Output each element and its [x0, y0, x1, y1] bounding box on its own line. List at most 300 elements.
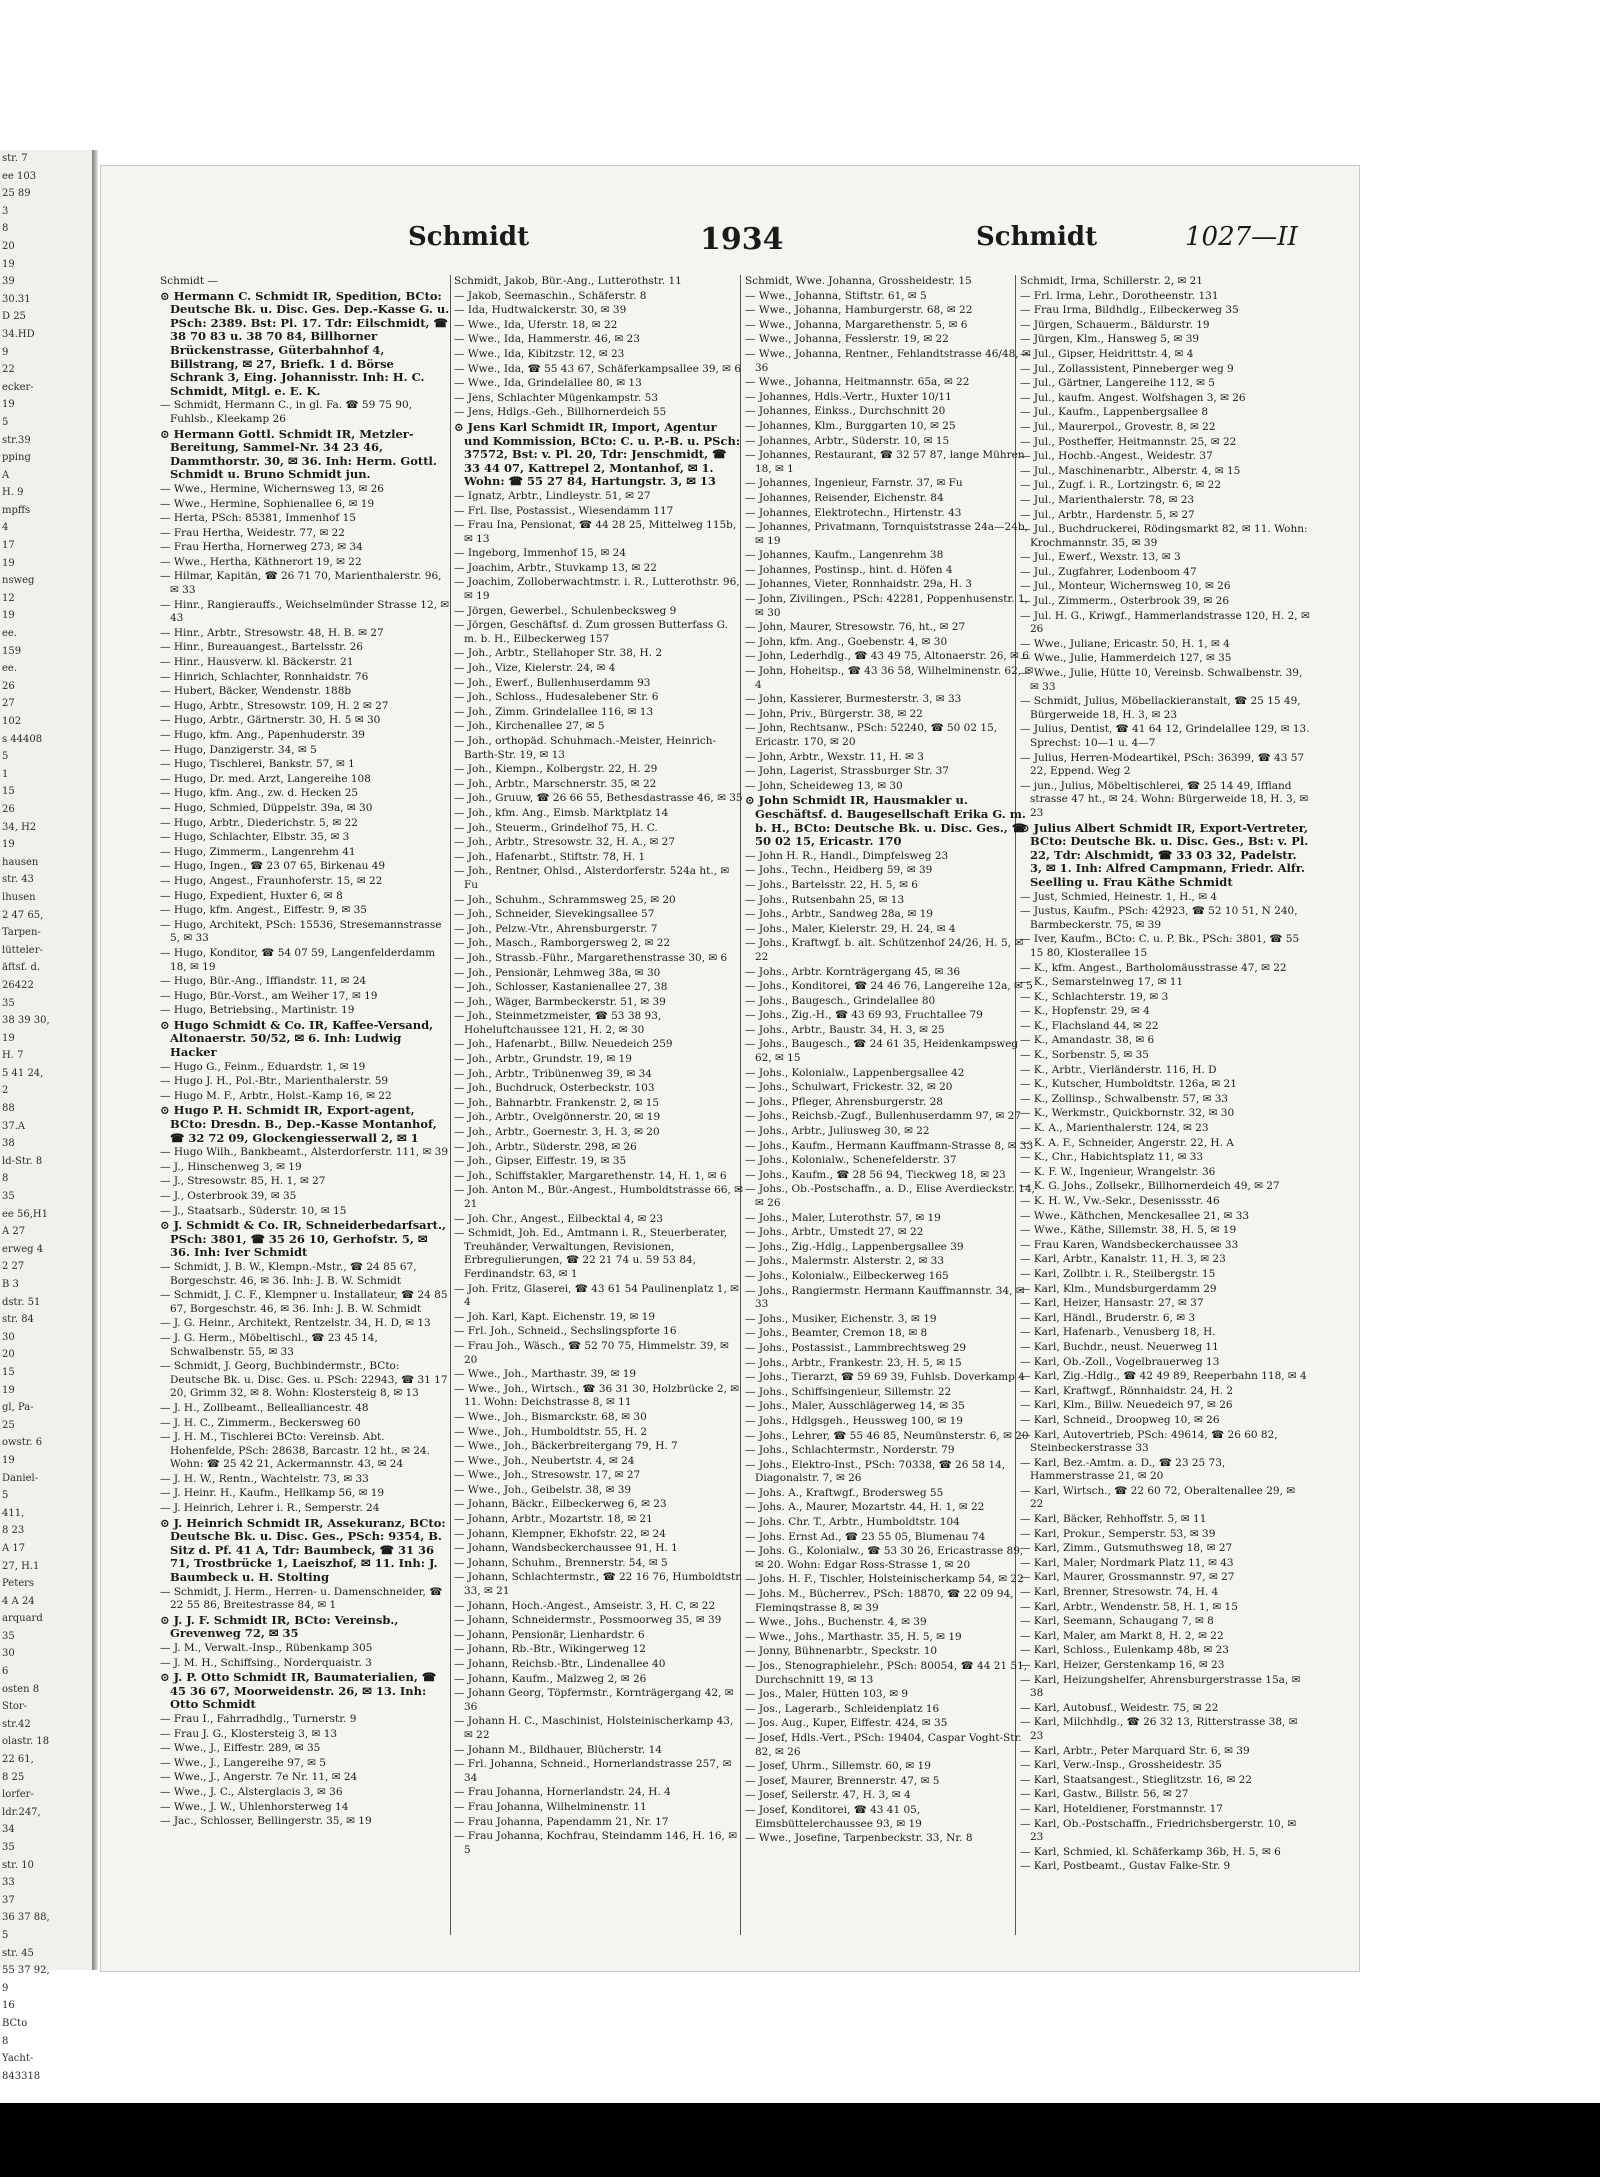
facing-page-line: 2 — [2, 1085, 9, 1097]
directory-entry: — J. G. Heinr., Architekt, Rentzelstr. 34, H. D, ✉ 13 — [160, 1317, 431, 1330]
facing-page-line: 5 — [2, 751, 9, 763]
directory-entry: — Wwe., Johs., Marthastr. 35, H. 5, ✉ 19 — [745, 1630, 962, 1643]
directory-entry: — K. A. F., Schneider, Angerstr. 22, H. A — [1020, 1136, 1234, 1149]
directory-entry: — Johs. A., Kraftwgf., Brodersweg 55 — [745, 1486, 944, 1499]
directory-entry: — Hugo, Bür.-Vorst., am Weiher 17, ✉ 19 — [160, 989, 378, 1002]
directory-entry: — Hugo, Arbtr., Gärtnerstr. 30, H. 5 ✉ 30 — [160, 714, 381, 727]
directory-entry: — Johann, Schuhm., Brennerstr. 54, ✉ 5 — [454, 1556, 668, 1569]
directory-entry: — Wwe., Johanna, Fesslerstr. 19, ✉ 22 — [745, 333, 949, 346]
directory-entry: — Joh., Schlosser, Kastanienallee 27, 38 — [454, 981, 668, 994]
directory-entry: — Johann, Wandsbeckerchaussee 91, H. 1 — [454, 1542, 678, 1555]
directory-entry: — Iver, Kaufm., BCto: C. u. P. Bk., PSch: 3801, ☎ 55 15 80, Klosterallee 15 — [1020, 933, 1300, 959]
directory-entry: — Wwe., Hermine, Wichernsweg 13, ✉ 26 — [160, 482, 384, 495]
directory-entry: — Karl, Händl., Bruderstr. 6, ✉ 3 — [1020, 1311, 1196, 1324]
directory-entry: — John, kfm. Ang., Goebenstr. 4, ✉ 30 — [745, 635, 948, 648]
firm-entry: ⊙ John Schmidt IR, Hausmakler u. Geschäftsf. d. Baugesellschaft Erika G. m. b. H., BCto: Deutsche Bk. u. Disc. Ges., ☎ 50 02 15, Ericastr. 170 — [745, 793, 1027, 849]
directory-entry: — John, Kassierer, Burmesterstr. 3, ✉ 33 — [745, 693, 962, 706]
directory-entry: — Johs., Lehrer, ☎ 55 46 85, Neumünsterstr. 6, ✉ 20 — [745, 1429, 1029, 1442]
year-heading: 1934 — [700, 222, 784, 257]
directory-entry: — Hugo, Schmied, Düppelstr. 39a, ✉ 30 — [160, 801, 373, 814]
facing-page-line: 30 — [2, 1331, 15, 1343]
directory-entry: — Josef, Hdls.-Vert., PSch: 19404, Caspar Voght-Str. 82, ✉ 26 — [745, 1731, 1022, 1758]
facing-page-line: owstr. 6 — [2, 1437, 43, 1449]
directory-entry: — Jens, Schlachter Mügenkampstr. 53 — [454, 391, 658, 404]
directory-entry: — Wwe., Hertha, Käthnerort 19, ✉ 22 — [160, 555, 362, 568]
directory-entry: Schmidt, Wwe. Johanna, Grossheidestr. 15 — [745, 275, 972, 287]
directory-entry: — Karl, Heizer, Hansastr. 27, ✉ 37 — [1020, 1297, 1204, 1310]
directory-entry: — Johs., Maler, Ausschlägerweg 14, ✉ 35 — [745, 1400, 965, 1413]
directory-entry: — Hugo Wilh., Bankbeamt., Alsterdorferstr. 111, ✉ 39 — [160, 1146, 449, 1159]
directory-entry: — Karl, Wirtsch., ☎ 22 60 72, Oberaltenallee 29, ✉ 22 — [1020, 1484, 1296, 1511]
directory-entry: — Karl, Autobusf., Weidestr. 75, ✉ 22 — [1020, 1701, 1219, 1714]
facing-page-line: BCto — [2, 2017, 28, 2029]
directory-entry: — Joh., Masch., Ramborgersweg 2, ✉ 22 — [454, 937, 671, 950]
directory-entry: — J. M., Verwalt.-Insp., Rübenkamp 305 — [160, 1642, 373, 1654]
directory-entry: — Karl, Zig.-Hdlg., ☎ 42 49 89, Reeperbahn 118, ✉ 4 — [1020, 1370, 1307, 1383]
directory-entry: — K., Arbtr., Vierländerstr. 116, H. D — [1020, 1063, 1217, 1076]
directory-entry: — Just, Schmied, Heinestr. 1, H., ✉ 4 — [1020, 890, 1218, 903]
facing-page-line: ee 103 — [2, 170, 37, 182]
facing-page-line: 27 — [2, 698, 15, 710]
directory-entry: — Johann, Kaufm., Malzweg 2, ✉ 26 — [454, 1672, 647, 1685]
directory-entry: — Wwe., Joh., Marthastr. 39, ✉ 19 — [454, 1368, 637, 1381]
directory-entry: — Jul., Hochb.-Angest., Weidestr. 37 — [1020, 450, 1213, 463]
directory-entry: — John H. R., Handl., Dimpfelsweg 23 — [745, 849, 949, 862]
directory-entry: — Joh., Gruuw, ☎ 26 66 55, Bethesdastrasse 46, ✉ 35 — [454, 792, 743, 805]
facing-page-line: 39 — [2, 276, 15, 288]
directory-entry: — Johs. M., Bücherrev., PSch: 18870, ☎ 22 09 94, Fleminqstrasse 8, ✉ 39 — [745, 1588, 1014, 1614]
facing-page-line: str. 45 — [2, 1947, 34, 1959]
directory-entry: — J., Staatsarb., Süderstr. 10, ✉ 15 — [160, 1204, 347, 1217]
facing-page-line: str. 10 — [2, 1859, 34, 1871]
directory-entry: — Johann, Rb.-Btr., Wikingerweg 12 — [454, 1643, 646, 1656]
directory-entry: — Johs., Arbtr., Juliusweg 30, ✉ 22 — [745, 1125, 930, 1138]
facing-page-line: B 3 — [2, 1279, 19, 1290]
directory-entry: — Karl, Staatsangest., Stieglitzstr. 16, ✉ 22 — [1020, 1773, 1252, 1786]
directory-entry: — John, Arbtr., Wexstr. 11, H. ✉ 3 — [745, 750, 924, 763]
directory-entry: — J., Osterbrook 39, ✉ 35 — [160, 1190, 297, 1202]
directory-entry: — Josef, Konditorei, ☎ 43 41 05, Eimsbüttelerchaussee 93, ✉ 19 — [745, 1803, 922, 1830]
facing-page-line: erweg 4 — [2, 1243, 44, 1255]
facing-page-line: lhusen — [2, 891, 36, 903]
directory-entry: — Johs., Elektro-Inst., PSch: 70338, ☎ 26 58 14, Diagonalstr. 7, ✉ 26 — [745, 1458, 1006, 1485]
directory-entry: — Johannes, Elektrotechn., Hirtenstr. 43 — [745, 506, 962, 519]
directory-entry: — Joh., Steinmetzmeister, ☎ 53 38 93, Hoheluftchaussee 121, H. 2, ✉ 30 — [454, 1010, 662, 1036]
directory-entry: — Johannes, Ingenieur, Farnstr. 37, ✉ Fu — [745, 477, 963, 490]
facing-page-line: A 17 — [2, 1542, 26, 1554]
directory-entry: — Karl, Milchhdlg., ☎ 26 32 13, Ritterstrasse 38, ✉ 23 — [1020, 1716, 1298, 1742]
directory-entry: — Hugo, Bür.-Ang., Iffiandstr. 11, ✉ 24 — [160, 975, 367, 988]
directory-entry: — Jul., Postheffer, Heitmannstr. 25, ✉ 22 — [1020, 435, 1237, 448]
directory-entry: — Hinr., Bureauangest., Bartelsstr. 26 — [160, 641, 363, 654]
directory-entry: — John, Lagerist, Strassburger Str. 37 — [745, 765, 949, 778]
facing-page-line: 25 — [2, 1419, 15, 1431]
directory-entry: — Joh., Bahnarbtr. Frankenstr. 2, ✉ 15 — [454, 1096, 660, 1109]
directory-entry: — Wwe., J., Eiffestr. 289, ✉ 35 — [160, 1742, 321, 1755]
directory-entry: — Wwe., Joh., Stresowstr. 17, ✉ 27 — [454, 1469, 641, 1482]
directory-entry: — Jos. Aug., Kuper, Eiffestr. 424, ✉ 35 — [745, 1717, 948, 1730]
directory-entry: — Joh., Rentner, Ohlsd., Alsterdorferstr. 524a ht., ✉ Fu — [454, 865, 730, 891]
scan-bottom-margin — [0, 2103, 1600, 2177]
directory-entry: — Wwe., J. W., Uhlenhorsterweg 14 — [160, 1800, 349, 1813]
directory-entry: — Joachim, Zolloberwachtmstr. i. R., Lutterothstr. 96, ✉ 19 — [454, 576, 740, 603]
directory-entry: — Jul., Buchdruckerei, Rödingsmarkt 82, ✉ 11. Wohn: Krochmannstr. 35, ✉ 39 — [1020, 523, 1308, 549]
directory-entry: — Johs., Kaufm., ☎ 28 56 94, Tieckweg 18, ✉ 23 — [745, 1168, 1006, 1181]
directory-entry: — Johs., Bartelsstr. 22, H. 5, ✉ 6 — [745, 878, 918, 891]
directory-entry: — Frl. Joh., Schneid., Sechslingspforte 16 — [454, 1325, 677, 1338]
directory-entry: — Joh., Hafenarbt., Stiftstr. 78, H. 1 — [454, 850, 646, 863]
facing-page-line: lorfer- — [2, 1789, 34, 1801]
directory-entry: — Johs., Konditorei, ☎ 24 46 76, Langereihe 12a, ✉ 5 — [745, 980, 1033, 993]
facing-page-line: 5 — [2, 1929, 9, 1941]
directory-entry: — Jul., Zugfahrer, Lodenboom 47 — [1020, 565, 1197, 578]
directory-entry: — Joh., Arbtr., Grundstr. 19, ✉ 19 — [454, 1053, 632, 1066]
facing-page-line: 3 — [2, 205, 9, 217]
directory-entry: — K., Semarstelnweg 17, ✉ 11 — [1020, 976, 1184, 989]
facing-page-line: 19 — [2, 1032, 15, 1044]
directory-entry: — Johs., Kolonialw., Schenefelderstr. 37 — [745, 1154, 957, 1167]
directory-entry: — Johs., Arbtr., Frankestr. 23, H. 5, ✉ 15 — [745, 1356, 962, 1369]
directory-entry: — Karl, Schloss., Eulenkamp 48b, ✉ 23 — [1020, 1644, 1229, 1657]
directory-entry: — Jul., Arbtr., Hardenstr. 5, ✉ 27 — [1020, 508, 1195, 521]
directory-entry: — Jörgen, Gewerbel., Schulenbecksweg 9 — [454, 604, 677, 617]
facing-page-line: 5 41 24, — [2, 1067, 44, 1079]
directory-entry: — Jos., Maler, Hütten 103, ✉ 9 — [745, 1688, 909, 1701]
facing-page-line: 8 25 — [2, 1771, 25, 1783]
directory-entry: — Johannes, Einkss., Durchschnitt 20 — [745, 405, 946, 418]
directory-entry: — Karl, Prokur., Semperstr. 53, ✉ 39 — [1020, 1527, 1216, 1540]
facing-page-fragment — [0, 150, 95, 2082]
directory-entry: — jun., Julius, Möbeltischlerei, ☎ 25 14 49, Iffland strasse 47 ht., ✉ 24. Wohn: Bürgerweide 18, H. 3, ✉ 23 — [1020, 779, 1309, 819]
directory-entry: — Schmidt, J. Herm., Herren- u. Damenschneider, ☎ 22 55 86, Breitestrasse 84, ✉ 1 — [160, 1585, 443, 1612]
directory-entry: — Frau Johanna, Kochfrau, Steindamm 146, H. 16, ✉ 5 — [454, 1830, 738, 1856]
directory-entry: — Jul., Maschinenarbtr., Alberstr. 4, ✉ 15 — [1020, 464, 1241, 477]
directory-entry: — Frl. Johanna, Schneid., Hornerlandstrasse 257, ✉ 34 — [454, 1758, 732, 1784]
directory-entry: — K., Sorbenstr. 5, ✉ 35 — [1020, 1049, 1149, 1062]
directory-entry: — Wwe., J. C., Alsterglacis 3, ✉ 36 — [160, 1785, 343, 1798]
directory-entry: — Johs. Chr. T., Arbtr., Humboldtstr. 104 — [745, 1516, 960, 1529]
directory-entry: — K., Zollinsp., Schwalbenstr. 57, ✉ 33 — [1020, 1092, 1229, 1105]
directory-entry: — K., kfm. Angest., Bartholomäusstrasse 47, ✉ 22 — [1020, 961, 1287, 974]
directory-entry: — J., Stresowstr. 85, H. 1, ✉ 27 — [160, 1175, 326, 1188]
facing-page-line: 159 — [2, 645, 22, 657]
directory-entry: — Hinr., Arbtr., Stresowstr. 48, H. B. ✉ 27 — [160, 626, 384, 639]
directory-entry: — Hugo M. F., Arbtr., Holst.-Kamp 16, ✉ 22 — [160, 1089, 392, 1102]
directory-entry: — Johs., Zig.-H., ☎ 43 69 93, Fruchtallee 79 — [745, 1009, 983, 1022]
facing-page-line: 35 — [2, 997, 15, 1009]
directory-entry: — J. H., Zollbeamt., Bellealliancestr. 48 — [160, 1401, 369, 1414]
firm-entry: ⊙ J. Heinrich Schmidt IR, Assekuranz, BCto: Deutsche Bk. u. Disc. Ges., PSch: 9354, B. Sitz d. Pf. 41 A, Tdr: Baumbeck, ☎ 31 36 71, Trostbrücke 1, Laeiszhof, ✉ 11. Inh: J. Baumbeck u. H. Stolting — [160, 1515, 446, 1585]
directory-entry: — Ida, Hudtwalckerstr. 30, ✉ 39 — [454, 304, 627, 317]
facing-page-line: ee. — [2, 628, 18, 640]
directory-entry: — Wwe., Johanna, Heitmannstr. 65a, ✉ 22 — [745, 376, 970, 389]
directory-entry: — Wwe., Ida, Uferstr. 18, ✉ 22 — [454, 318, 618, 331]
facing-page-text — [0, 150, 92, 2085]
directory-entry: — Joh., Gipser, Eiffestr. 19, ✉ 35 — [454, 1155, 627, 1168]
facing-page-line: 26 — [2, 680, 15, 692]
directory-entry: — Schmidt, J. C. F., Klempner u. Installateur, ☎ 24 85 67, Borgeschstr. 46, ✉ 36. Inh: J. B. W. Schmidt — [160, 1289, 448, 1315]
facing-page-line: 102 — [2, 716, 22, 727]
facing-page-line: D 25 — [2, 311, 26, 323]
facing-page-line: ld-Str. 8 — [2, 1155, 43, 1167]
facing-page-line: 15 — [2, 786, 15, 798]
directory-entry: — Joh., Arbtr., Süderstr. 298, ✉ 26 — [454, 1140, 637, 1153]
directory-entry: — Hugo, Betriebsing., Martinistr. 19 — [160, 1004, 355, 1017]
directory-entry: — Wwe., Josefine, Tarpenbeckstr. 33, Nr. 8 — [745, 1832, 973, 1845]
directory-entry: — Wwe., Johs., Buchenstr. 4, ✉ 39 — [745, 1616, 927, 1629]
facing-page-line: 36 37 88, — [2, 1912, 50, 1924]
facing-page-line: 30.31 — [2, 293, 31, 305]
facing-page-line: 2 47 65, — [2, 909, 44, 921]
facing-page-line: hausen — [2, 856, 39, 868]
directory-entry: — Johs., Zig.-Hdlg., Lappenbergsallee 39 — [745, 1240, 964, 1253]
firm-entry: ⊙ Hugo Schmidt & Co. IR, Kaffee-Versand, Altonaerstr. 50/52, ✉ 6. Inh: Ludwig Hacker — [160, 1017, 434, 1060]
directory-entry: — Johs., Maler, Kielerstr. 29, H. 24, ✉ 4 — [745, 922, 956, 935]
directory-entry: — John, Hoheitsp., ☎ 43 36 58, Wilhelminenstr. 62, ✉ 4 — [745, 665, 1034, 691]
facing-page-line: 19 — [2, 839, 15, 851]
directory-entry: — Johann, Bäckr., Eilbeckerweg 6, ✉ 23 — [454, 1498, 667, 1511]
directory-entry: — Johs. G., Kolonialw., ☎ 53 30 26, Ericastrasse 89, ✉ 20. Wohn: Edgar Ross-Strasse 1, ✉ 20 — [745, 1545, 1024, 1571]
column-rule — [450, 275, 451, 1935]
directory-entry: — Karl, Ob.-Zoll., Vogelbrauerweg 13 — [1020, 1355, 1220, 1368]
facing-page-line: 38 39 30, — [2, 1015, 50, 1027]
directory-entry: — Joh., Buchdruck, Osterbeckstr. 103 — [454, 1082, 655, 1095]
directory-entry: — Jos., Stenographielehr., PSch: 80054, ☎ 44 21 51, Durchschnitt 19, ✉ 13 — [745, 1660, 1028, 1686]
directory-entry: — Jul., Monteur, Wichernsweg 10, ✉ 26 — [1020, 580, 1231, 593]
facing-page-line: 17 — [2, 540, 15, 552]
directory-entry: — Hugo, Angest., Fraunhoferstr. 15, ✉ 22 — [160, 874, 383, 887]
facing-page-line: Tarpen- — [2, 927, 41, 939]
directory-entry: — Johs., Arbtr., Baustr. 34, H. 3, ✉ 25 — [745, 1023, 945, 1036]
directory-entry: — Hugo, Architekt, PSch: 15536, Stresemannstrasse 5, ✉ 33 — [160, 918, 442, 945]
directory-entry: — Johannes, Privatmann, Tornquiststrasse 24a—24b, ✉ 19 — [745, 521, 1028, 547]
facing-page-line: str. 84 — [2, 1314, 34, 1326]
directory-entry: — Karl, Maurer, Grossmannstr. 97, ✉ 27 — [1020, 1571, 1235, 1584]
facing-page-line: 19 — [2, 1384, 15, 1396]
directory-entry: — Joh., Kiempn., Kolbergstr. 22, H. 29 — [454, 763, 658, 776]
firm-entry: ⊙ Hermann C. Schmidt IR, Spedition, BCto: Deutsche Bk. u. Disc. Ges. Dep.-Kasse G. u. PSch: 2389. Bst: Pl. 17. Tdr: Eilschmidt, ☎ 38 70 83 u. 38 70 84, Billhorner Brückenstrasse, Güterbahnhof 4, Billstrang, ✉ 27, Briefk. 1 d. Börse Schrank 3, Eing. Johannisstr. Inh: H. C. Schmidt, Mitgl. e. E. K. — [160, 288, 450, 398]
directory-entry: — Karl, Seemann, Schaugang 7, ✉ 8 — [1020, 1615, 1214, 1628]
directory-entry: — Hugo, kfm. Ang., Papenhuderstr. 39 — [160, 729, 365, 741]
directory-entry: — Joh., Hafenarbt., Billw. Neuedeich 259 — [454, 1038, 673, 1051]
directory-entry: — Frau J. G., Klostersteig 3, ✉ 13 — [160, 1727, 338, 1740]
directory-entry: — Johannes, Klm., Burggarten 10, ✉ 25 — [745, 419, 956, 432]
directory-entry: — Jonny, Bühnenarbtr., Speckstr. 10 — [745, 1645, 938, 1658]
directory-entry: — Wwe., Juliane, Ericastr. 50, H. 1, ✉ 4 — [1020, 637, 1230, 650]
directory-entry: — Johs., Musiker, Eichenstr. 3, ✉ 19 — [745, 1312, 937, 1325]
directory-entry: — Wwe., Ida, Kibitzstr. 12, ✉ 23 — [454, 347, 625, 360]
directory-entry: — Karl, Klm., Billw. Neuedeich 97, ✉ 26 — [1020, 1399, 1233, 1412]
running-head-right: Schmidt — [976, 222, 1098, 252]
directory-entry: — Jul., Ewerf., Wexstr. 13, ✉ 3 — [1020, 551, 1181, 564]
directory-entry: — Julius, Herren-Modeartikel, PSch: 36399, ☎ 43 57 22, Eppend. Weg 2 — [1020, 751, 1305, 778]
directory-entry: — K., Hopfenstr. 29, ✉ 4 — [1020, 1005, 1150, 1018]
directory-entry: — Johs., Baugesch., Grindelallee 80 — [745, 994, 936, 1007]
directory-entry: — Johs., Ob.-Postschaffn., a. D., Elise Averdieckstr. 14, ✉ 26 — [745, 1183, 1035, 1209]
directory-entry: — Joh., Pensionär, Lehmweg 38a, ✉ 30 — [454, 966, 661, 979]
directory-entry: — Johannes, Restaurant, ☎ 32 57 87, lange Mühren 18, ✉ 1 — [745, 449, 1025, 475]
directory-entry: — Joh. Chr., Angest., Eilbecktal 4, ✉ 23 — [454, 1212, 663, 1225]
directory-entry: — J. M. H., Schiffsing., Norderquaistr. 3 — [160, 1656, 372, 1669]
directory-entry: — Joh. Fritz, Glaserei, ☎ 43 61 54 Paulinenplatz 1, ✉ 4 — [454, 1282, 739, 1309]
directory-entry: — Jul., Zugf. i. R., Lortzingstr. 6, ✉ 22 — [1020, 479, 1222, 492]
firm-entry: ⊙ Jens Karl Schmidt IR, Import, Agentur und Kommission, BCto: C. u. P.-B. u. PSch: 37572, Bst: v. Pl. 20, Tdr: Jenschmidt, ☎ 33 44 07, Kattrepel 2, Montanhof, ✉ 1. Wohn: ☎ 55 27 84, Hartungstr. 3, ✉ 13 — [454, 419, 741, 489]
directory-entry: — Jul. H. G., Kriwgf., Hammerlandstrasse 120, H. 2, ✉ 26 — [1020, 609, 1310, 636]
directory-entry: — Karl, Arbtr., Kanalstr. 11, H. 3, ✉ 23 — [1020, 1253, 1226, 1266]
directory-entry: — Karl, Verw.-Insp., Grossheidestr. 35 — [1020, 1759, 1222, 1772]
facing-page-line: A 27 — [2, 1226, 26, 1238]
facing-page-line: 9 — [2, 1982, 9, 1994]
facing-page-line: 22 — [2, 364, 15, 376]
facing-page-line: lütteler- — [2, 944, 43, 956]
directory-entry: — Schmidt, J. B. W., Klempn.-Mstr., ☎ 24 85 67, Borgeschstr. 46, ✉ 36. Inh: J. B. W. Schmidt — [160, 1260, 417, 1287]
facing-page-line: str. 7 — [2, 153, 28, 164]
firm-entry: ⊙ J. Schmidt & Co. IR, Schneiderbedarfsart., PSch: 3801, ☎ 35 26 10, Gerhofstr. 5, ✉ 36. Inh: Iver Schmidt — [160, 1218, 447, 1260]
directory-entry: — J. H. C., Zimmerm., Beckersweg 60 — [160, 1416, 361, 1429]
directory-entry: — K., Flachsland 44, ✉ 22 — [1020, 1019, 1159, 1032]
facing-page-line: 20 — [2, 240, 15, 252]
facing-page-line: 19 — [2, 610, 15, 622]
facing-page-line: 26422 — [2, 979, 34, 991]
directory-entry: — Joh., Vize, Kielerstr. 24, ✉ 4 — [454, 662, 616, 675]
directory-entry: — Karl, Bäcker, Rehhoffstr. 5, ✉ 11 — [1020, 1513, 1207, 1526]
directory-entry: — Joh., Arbtr., Stellahoper Str. 38, H. 2 — [454, 647, 663, 660]
directory-entry: — Frau Ina, Pensionat, ☎ 44 28 25, Mittelweg 115b, ✉ 13 — [454, 519, 737, 545]
directory-entry: — Frau Hertha, Weidestr. 77, ✉ 22 — [160, 526, 345, 539]
directory-entry: — Karl, Heizungshelfer, Ahrensburgerstrasse 15a, ✉ 38 — [1020, 1673, 1301, 1700]
directory-entry: — Wwe., Hermine, Sophienallee 6, ✉ 19 — [160, 497, 375, 510]
directory-entry: — Hugo, Ingen., ☎ 23 07 65, Birkenau 49 — [160, 860, 386, 873]
directory-entry: — Jürgen, Schauerm., Bäldurstr. 19 — [1020, 318, 1210, 331]
directory-entry: — Wwe., Joh., Bäckerbreitergang 79, H. 7 — [454, 1440, 678, 1453]
facing-page-line: 27, H.1 — [2, 1560, 40, 1572]
directory-column-3 — [745, 275, 1035, 1935]
directory-entry: — Johs., Hdlgsgeh., Heussweg 100, ✉ 19 — [745, 1414, 963, 1427]
directory-entry: — Karl, Arbtr., Peter Marquard Str. 6, ✉ 39 — [1020, 1744, 1250, 1757]
directory-entry: — Wwe., Joh., Bismarckstr. 68, ✉ 30 — [454, 1410, 647, 1423]
facing-page-line: 22 61, — [2, 1754, 34, 1766]
directory-entry: — Schmidt, Joh. Ed., Amtmann i. R., Steuerberater, Treuhänder, Verwaltungen, Revisionen, Erbregulierungen, ☎ 22 21 74 u. 59 53 84, Ferdinandstr. 63, ✉ 1 — [454, 1227, 728, 1280]
directory-entry: — Hugo, Arbtr., Diederichstr. 5, ✉ 22 — [160, 816, 358, 829]
directory-entry: — Josef, Uhrm., Sillemstr. 60, ✉ 19 — [745, 1760, 931, 1773]
directory-entry: — Joh., Schloss., Hudesalebener Str. 6 — [454, 691, 659, 704]
facing-page-line: 55 37 92, — [2, 1965, 50, 1977]
directory-entry: — Frau Johanna, Wilhelminenstr. 11 — [454, 1800, 647, 1813]
directory-entry: — Johannes, Arbtr., Süderstr. 10, ✉ 15 — [745, 434, 950, 447]
directory-entry: — Ingeborg, Immenhof 15, ✉ 24 — [454, 547, 627, 560]
directory-entry: — Karl, Maler, am Markt 8, H. 2, ✉ 22 — [1020, 1629, 1224, 1642]
directory-entry: — Jens, Hdlgs.-Geh., Billhornerdeich 55 — [454, 406, 667, 419]
page-header — [300, 222, 1320, 260]
facing-page-line: 843318 — [2, 2070, 41, 2082]
facing-page-line: mpffs — [2, 504, 31, 516]
directory-entry: — K. A., Marienthalerstr. 124, ✉ 23 — [1020, 1122, 1209, 1135]
directory-entry: — Hugo, Arbtr., Stresowstr. 109, H. 2 ✉ 27 — [160, 699, 389, 712]
directory-entry: — Johs., Arbtr., Sandweg 28a, ✉ 19 — [745, 908, 933, 921]
directory-entry: — Hugo, Tischlerei, Bankstr. 57, ✉ 1 — [160, 758, 355, 771]
facing-page-line: 8 — [2, 223, 9, 235]
facing-page-line: str. 43 — [2, 874, 34, 886]
firm-entry: ⊙ J. J. F. Schmidt IR, BCto: Vereinsb., Grevenweg 72, ✉ 35 — [160, 1612, 399, 1641]
directory-entry: — Joh., Kirchenallee 27, ✉ 5 — [454, 720, 605, 733]
directory-entry: — Karl, Ob.-Postschaffn., Friedrichsbergerstr. 10, ✉ 23 — [1020, 1817, 1297, 1844]
directory-entry: — Johann M., Bildhauer, Blücherstr. 14 — [454, 1743, 662, 1756]
directory-entry: — John, Scheideweg 13, ✉ 30 — [745, 779, 903, 792]
directory-entry: — Karl, Brenner, Stresowstr. 74, H. 4 — [1020, 1586, 1219, 1599]
directory-entry: — Johs., Schulwart, Frickestr. 32, ✉ 20 — [745, 1081, 953, 1094]
facing-page-line: 30 — [2, 1648, 15, 1660]
facing-page-line: A — [2, 469, 10, 481]
facing-page-line: 19 — [2, 1454, 15, 1466]
facing-page-line: 9 — [2, 346, 9, 358]
facing-page-line: 38 — [2, 1138, 15, 1150]
directory-entry: — Frau Johanna, Hornerlandstr. 24, H. 4 — [454, 1786, 671, 1799]
firm-entry: ⊙ J. P. Otto Schmidt IR, Baumaterialien, ☎ 45 36 67, Moorweidenstr. 26, ✉ 13. Inh: Otto Schmidt — [160, 1670, 437, 1712]
directory-entry: — Schmidt, Julius, Möbellackieranstalt, ☎ 25 15 49, Bürgerweide 18, H. 3, ✉ 23 — [1020, 695, 1301, 721]
directory-entry: — Johs., Arbtr. Kornträgergang 45, ✉ 36 — [745, 965, 961, 978]
facing-page-line: 5 — [2, 1490, 9, 1502]
facing-page-line: 5 — [2, 416, 9, 428]
directory-entry: — Johs. H. F., Tischler, Holsteinischerkamp 54, ✉ 22 — [745, 1573, 1024, 1586]
facing-page-line: Daniel- — [2, 1472, 39, 1484]
facing-page-line: 4 A 24 — [2, 1595, 35, 1607]
directory-entry: — Hugo, kfm. Angest., Eiffestr. 9, ✉ 35 — [160, 904, 367, 917]
facing-page-line: 12 — [2, 592, 15, 604]
directory-entry: — Johs., Rangiermstr. Hermann Kauffmannstr. 34, ✉ 33 — [745, 1284, 1025, 1311]
directory-entry: — Joh., Arbtr., Ovelgönnerstr. 20, ✉ 19 — [454, 1111, 661, 1124]
directory-entry: — Joh., Pelzw.-Vtr., Ahrensburgerstr. 7 — [454, 922, 658, 935]
directory-entry: — Karl, Schmied, kl. Schäferkamp 36b, H. 5, ✉ 6 — [1020, 1845, 1281, 1858]
directory-entry: — Wwe., Johanna, Hamburgerstr. 68, ✉ 22 — [745, 304, 973, 317]
directory-entry: — Johannes, Hdls.-Vertr., Huxter 10/11 — [745, 390, 952, 403]
directory-entry: — Josef, Seilerstr. 47, H. 3, ✉ 4 — [745, 1789, 911, 1802]
directory-entry: — Schmidt, Hermann C., in gl. Fa. ☎ 59 75 90, Fuhlsb., Kleekamp 26 — [160, 399, 412, 425]
directory-entry: — Johann, Schneidermstr., Possmoorweg 35, ✉ 39 — [454, 1614, 722, 1627]
directory-entry: — Jul., Zimmerm., Osterbrook 39, ✉ 26 — [1020, 595, 1230, 608]
facing-page-line: 411, — [2, 1507, 25, 1519]
directory-entry: — K., Kutscher, Humboldtstr. 126a, ✉ 21 — [1020, 1078, 1237, 1091]
directory-entry: — Jul., Marienthalerstr. 78, ✉ 23 — [1020, 493, 1195, 506]
facing-page-line: 26 — [2, 803, 15, 815]
directory-entry: — Karl, Arbtr., Wendenstr. 58, H. 1, ✉ 15 — [1020, 1600, 1238, 1613]
directory-entry: — Hinr., Hausverw. kl. Bäckerstr. 21 — [160, 656, 354, 669]
facing-page-line: 35 — [2, 1630, 15, 1642]
directory-entry: — Johannes, Vieter, Ronnhaidstr. 29a, H. 3 — [745, 578, 972, 591]
directory-entry: — Hilmar, Kapitän, ☎ 26 71 70, Marienthalerstr. 96, ✉ 33 — [160, 570, 442, 597]
directory-entry: — Johs., Schlachtermstr., Norderstr. 79 — [745, 1444, 955, 1457]
directory-entry: — John, Zivilingen., PSch: 42281, Poppenhusenstr. 1, ✉ 30 — [745, 593, 1028, 619]
directory-entry: — Joh., Arbtr., Goernestr. 3, H. 3, ✉ 20 — [454, 1126, 660, 1139]
facing-page-line: 8 — [2, 2035, 9, 2047]
directory-entry: — Johs., Maler, Luterothstr. 57, ✉ 19 — [745, 1211, 941, 1224]
facing-page-line: str.42 — [2, 1718, 31, 1730]
facing-page-line: 34 — [2, 1824, 15, 1836]
directory-entry: — Frau Johanna, Papendamm 21, Nr. 17 — [454, 1815, 669, 1828]
directory-entry: — K., Werkmstr., Quickbornstr. 32, ✉ 30 — [1020, 1107, 1235, 1120]
directory-entry: — Karl, Zimm., Gutsmuthsweg 18, ✉ 27 — [1020, 1542, 1233, 1555]
directory-entry: — Johs., Pfleger, Ahrensburgerstr. 28 — [745, 1095, 943, 1108]
facing-page-line: ee 56,H1 — [2, 1208, 49, 1220]
directory-entry: — Johs., Rutsenbahn 25, ✉ 13 — [745, 893, 905, 906]
directory-entry: — J. Heinr. H., Kaufm., Hellkamp 56, ✉ 19 — [160, 1487, 385, 1500]
directory-entry: — Karl, Zollbtr. i. R., Steilbergstr. 15 — [1020, 1267, 1216, 1280]
directory-entry: — Johannes, Reisender, Eichenstr. 84 — [745, 491, 944, 504]
directory-entry: — Hinrich, Schlachter, Ronnhaidstr. 76 — [160, 670, 369, 683]
facing-page-line: 33 — [2, 1877, 15, 1889]
facing-page-line: 15 — [2, 1366, 15, 1378]
facing-page-line: 34.HD — [2, 328, 35, 340]
directory-entry: — J. Heinrich, Lehrer i. R., Semperstr. 24 — [160, 1502, 380, 1515]
